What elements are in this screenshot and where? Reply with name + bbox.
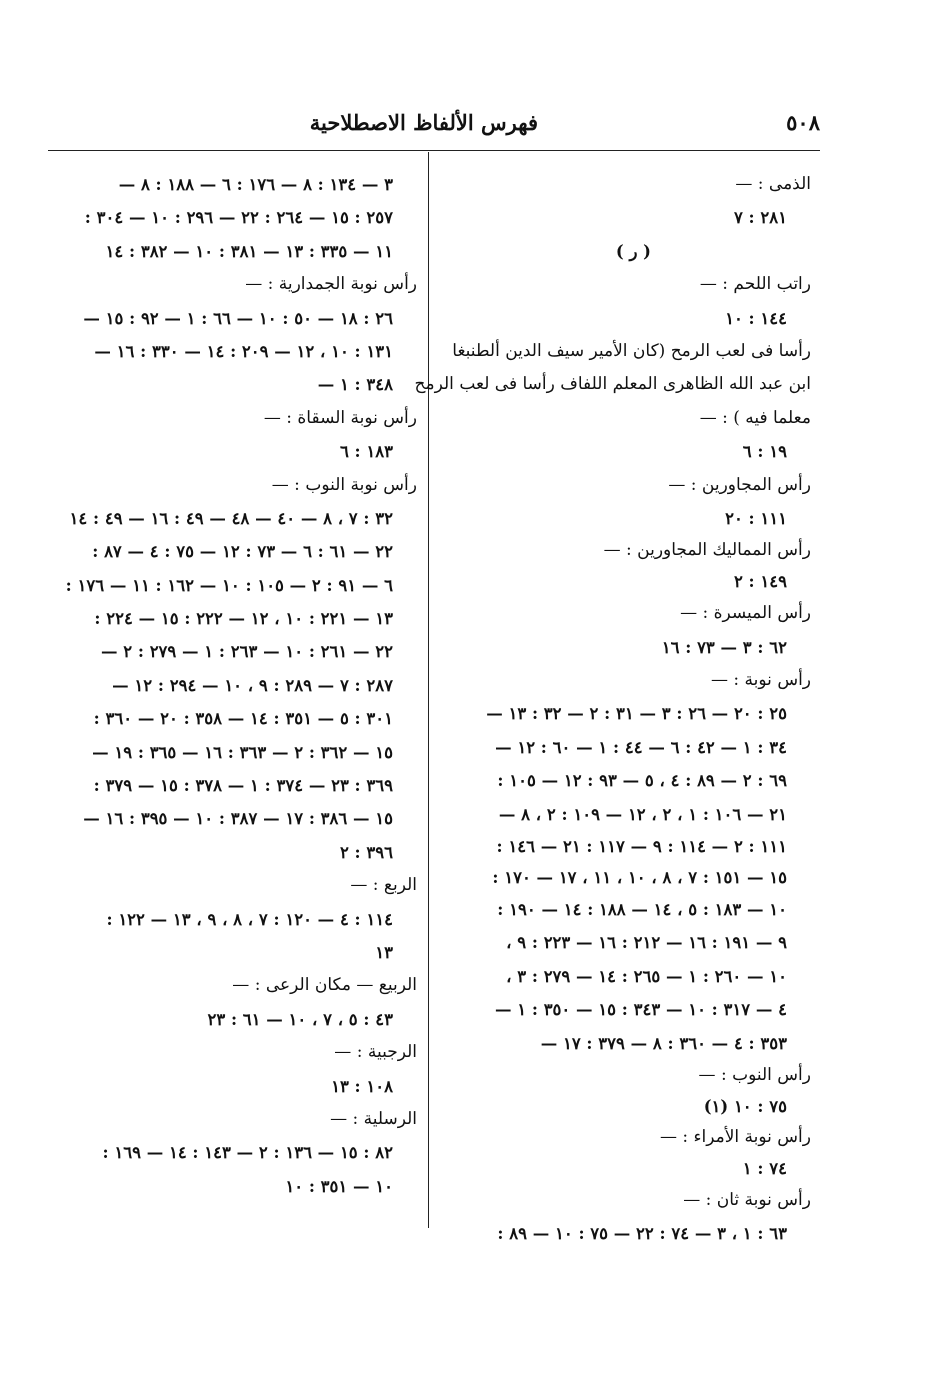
index-entry-heading: الربع : — [350,875,417,896]
index-entry-refs: ٢٨١ : ٧ [733,208,787,228]
index-entry-refs: ٣ — ١٣٤ : ٨ — ١٧٦ : ٦ — ١٨٨ : ٨ — [118,175,393,194]
index-entry-refs: ٣٤ : ١ — ٤٢ : ٦ — ٤٤ : ١ — ٦٠ : ١٢ — [495,737,787,757]
index-entry-refs: ١٣ [375,942,393,962]
index-entry-heading: رأس نوبة الجمدارية : — [245,274,417,295]
index-entry-heading: رأس المماليك المجاورين : — [603,540,811,561]
index-entry-refs: ١١٤ : ٤ — ١٢٠ : ٧ ، ٨ ، ٩ ، ١٣ — ١٢٢ : [106,909,393,929]
index-entry-refs: ٤٣ : ٥ ، ٧ ، ١٠ — ٦١ : ٢٣ [207,1009,393,1029]
index-entry-refs: ٣٢ : ٧ ، ٨ — ٤٠ — ٤٨ — ٤٩ : ١٦ — ٤٩ : ١٤ [69,508,393,528]
index-entry-refs: ١٤٤ : ١٠ [725,308,787,328]
index-entry-refs: ١١ — ٣٣٥ : ١٣ — ٣٨١ : ١٠ — ٣٨٢ : ١٤ [105,241,393,261]
index-entry-refs: ١١١ : ٢٠ [725,508,787,528]
index-entry-refs: ١٥ — ١٥١ : ٧ ، ٨ ، ١٠ ، ١١ ، ١٧ — ١٧٠ : [492,868,787,888]
index-entry-refs: ٧٤ : ١ [742,1158,787,1178]
index-entry-refs: ١٥ — ٣٨٦ : ١٧ — ٣٨٧ : ١٠ — ٣٩٥ : ١٦ — [83,809,393,829]
index-entry-refs: ٩ — ١٩١ : ١٦ — ٢١٢ : ١٦ — ٢٢٣ : ٩ ، [506,933,787,953]
index-entry-heading: رأس نوبة السقاة : — [263,407,417,428]
index-entry-heading: معلما فيه ) : — [699,407,811,428]
index-entry-refs: ٣٦٩ : ٢٣ — ٣٧٤ : ١ — ٣٧٨ : ١٥ — ٣٧٩ : [93,776,393,796]
index-entry-refs: ١٠ — ٢٦٠ : ١ — ٢٦٥ : ١٤ — ٢٧٩ : ٣ ، [506,966,787,986]
index-entry-refs: ٦ — ٩١ : ٢ — ١٠٥ : ١٠ — ١٦٢ : ١١ — ١٧٦ : [65,575,393,595]
index-entry-heading: ابن عبد الله الظاهرى المعلم اللفاف رأسا فى لعب الرمح [414,374,811,395]
index-entry-refs: ١٠٨ : ١٣ [331,1076,393,1096]
index-entry-refs: ٣٤٨ : ١ — [317,375,393,395]
index-entry-refs: ٦٩ : ٢ — ٨٩ : ٤ ، ٥ — ٩٣ : ١٢ — ١٠٥ : [497,771,787,791]
index-entry-refs: ٢٢ — ٢٦١ : ١٠ — ٢٦٣ : ١ — ٢٧٩ : ٢ — [100,642,393,662]
index-entry-refs: ٧٥ : ١٠ (١) [703,1096,787,1116]
index-column-left [45,168,417,1203]
column-divider [428,152,429,1228]
section-letter: ( ر ) [615,241,651,261]
index-entry-refs: ٤ — ٣١٧ : ١٠ — ٣٤٣ : ١٥ — ٣٥٠ : ١ — [494,1000,787,1020]
index-entry-heading: رأس النوب : — [698,1064,811,1085]
index-entry-refs: ٣٥٣ : ٤ — ٣٦٠ : ٨ — ٣٧٩ : ١٧ — [540,1033,787,1053]
index-entry-refs: ١٣ — ٢٢١ : ١٠ ، ١٢ — ٢٢٢ : ١٥ — ٢٢٤ : [94,609,393,629]
index-entry-refs: ١٨٣ : ٦ [339,442,393,462]
index-entry-heading: راتب اللحم : — [699,274,811,295]
index-entry-refs: ٢٥٧ : ١٥ — ٢٦٤ : ٢٢ — ٢٩٦ : ١٠ — ٣٠٤ : [84,208,393,228]
index-entry-refs: ٢٦ : ١٨ — ٥٠ : ١٠ — ٦٦ : ١ — ٩٢ : ١٥ — [83,308,393,328]
index-entry-refs: ١٥ — ٣٦٢ : ٢ — ٣٦٣ : ١٦ — ٣٦٥ : ١٩ — [92,742,393,762]
index-entry-refs: ٦٣ : ١ ، ٣ — ٧٤ : ٢٢ — ٧٥ : ١٠ — ٨٩ : [497,1224,787,1244]
index-entry-refs: ١٣١ : ١٠ ، ١٢ — ٢٠٩ : ١٤ — ٣٣٠ : ١٦ — [94,341,393,361]
index-entry-heading: رأسا فى لعب الرمح (كان الأمير سيف الدين ألطنبغا [452,340,811,361]
index-entry-heading: الرجبية : — [334,1042,417,1063]
index-entry-heading: الرسلية : — [330,1108,417,1129]
index-entry-heading: الربيع — مكان الرعى : — [232,975,417,996]
index-entry-refs: ٨٢ : ١٥ — ١٣٦ : ٢ — ١٤٣ : ١٤ — ١٦٩ : [102,1143,393,1163]
page-title: فهرس الألفاظ الاصطلاحية [309,110,538,135]
index-entry-refs: ١٠ — ١٨٣ : ٥ ، ١٤ — ١٨٨ : ١٤ — ١٩٠ : [497,900,787,920]
index-entry-refs: ٢١ — ١٠٦ : ١ ، ٢ ، ١٢ — ١٠٩ : ٢ ، ٨ — [498,804,787,824]
index-entry-heading: رأس المجاورين : — [668,474,811,495]
index-entry-refs: ٣٩٦ : ٢ [339,842,393,862]
index-entry-heading: رأس نوبة : — [711,670,811,691]
index-entry-refs: ٢٥ : ٢٠ — ٢٦ : ٣ — ٣١ : ٢ — ٣٢ : ١٣ — [486,704,787,724]
index-entry-refs: ٦٢ : ٣ — ٧٣ : ١٦ [661,637,787,657]
index-column-right [414,168,811,1251]
index-entry-refs: ٣٠١ : ٥ — ٣٥١ : ١٤ — ٣٥٨ : ٢٠ — ٣٦٠ : [93,709,393,729]
index-entry-heading: رأس الميسرة : — [680,603,811,624]
page-header [309,110,820,144]
index-entry-heading: رأس نوبة الأمراء : — [659,1126,811,1147]
header-rule [48,150,820,151]
index-entry-refs: ١٩ : ٦ [742,442,787,462]
index-entry-refs: ١٠ — ٣٥١ : ١٠ [285,1176,393,1196]
index-entry-heading: الذمى : — [735,174,811,194]
index-entry-refs: ٢٨٧ : ٧ — ٢٨٩ : ٩ ، ١٠ — ٢٩٤ : ١٢ — [112,675,393,695]
index-entry-refs: ١٤٩ : ٢ [733,572,787,592]
index-entry-refs: ١١١ : ٢ — ١١٤ : ٩ — ١١٧ : ٢١ — ١٤٦ : [496,837,787,857]
index-entry-heading: رأس نوبة النوب : — [271,474,417,495]
page-number: ٥٠٨ [786,110,820,135]
index-entry-refs: ٢٢ — ٦١ : ٦ — ٧٣ : ١٢ — ٧٥ : ٤ — ٨٧ : [92,542,393,562]
index-entry-heading: رأس نوبة ثان : — [683,1189,811,1210]
